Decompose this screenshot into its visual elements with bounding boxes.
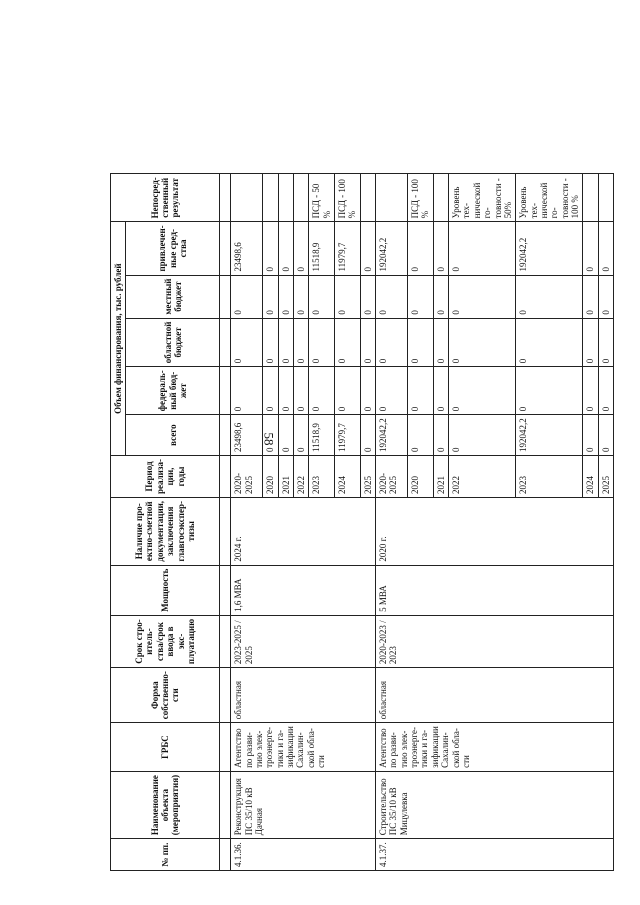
federal-cell: 0: [360, 367, 375, 415]
attracted-cell: 0: [433, 222, 448, 275]
page-number: 58: [261, 432, 277, 446]
result-cell: [360, 174, 375, 222]
term-cell: 2023-2025 / 2025: [231, 615, 376, 667]
attracted-cell: 23498,6: [231, 222, 263, 275]
result-cell: ПСД - 100 %: [408, 174, 434, 222]
table-row: [231, 174, 263, 871]
header-local: местный бюджет: [126, 275, 220, 318]
period-cell: 2022: [294, 456, 309, 498]
period-cell: 2024: [335, 456, 361, 498]
regional-cell: 0: [408, 318, 434, 367]
attracted-cell: 0: [598, 222, 613, 275]
total-cell: 0: [263, 415, 278, 456]
ownership-cell: областная: [231, 668, 376, 723]
attracted-cell: 192042,2: [376, 222, 408, 275]
header-term: Срок стро-итель-ства/срок ввода в экс-плуатацию: [111, 615, 220, 667]
regional-cell: 0: [294, 318, 309, 367]
header-total: всего: [126, 415, 220, 456]
local-cell: 0: [516, 275, 583, 318]
header-ownership: Форма собственно-сти: [111, 668, 220, 723]
grbs-cell: Агентство по разви-тию элек-троэнерге-тики и га-зификации Сахалин-ской обла-сти: [376, 723, 614, 772]
attracted-cell: 0: [360, 222, 375, 275]
total-cell: 192042,2: [376, 415, 408, 456]
local-cell: 0: [231, 275, 263, 318]
header-regional: областной бюджет: [126, 318, 220, 367]
header-capacity: Мощность: [111, 565, 220, 615]
result-cell: [278, 174, 293, 222]
attracted-cell: 0: [449, 222, 516, 275]
rotated-page: [110, 173, 614, 871]
regional-cell: 0: [598, 318, 613, 367]
ownership-cell: областная: [376, 668, 614, 723]
regional-cell: 0: [335, 318, 361, 367]
result-cell: Уровень тех-нической го-товности - 100 %: [516, 174, 583, 222]
result-cell: [231, 174, 263, 222]
spacer-row: [220, 174, 231, 871]
attracted-cell: 0: [278, 222, 293, 275]
result-cell: ПСД - 100 %: [335, 174, 361, 222]
federal-cell: 0: [309, 367, 335, 415]
result-cell: [433, 174, 448, 222]
local-cell: 0: [360, 275, 375, 318]
docs-cell: 2020 г.: [376, 497, 614, 565]
object-name: Реконструкция ПС 35/10 кВ Дачная: [231, 771, 376, 838]
regional-cell: 0: [278, 318, 293, 367]
header-name: Наименование объекта (мероприятия): [111, 771, 220, 838]
total-cell: 11518,9: [309, 415, 335, 456]
result-cell: [263, 174, 278, 222]
federal-cell: 0: [449, 367, 516, 415]
regional-cell: 0: [449, 318, 516, 367]
local-cell: 0: [376, 275, 408, 318]
federal-cell: 0: [294, 367, 309, 415]
federal-cell: 0: [263, 367, 278, 415]
federal-cell: 0: [376, 367, 408, 415]
result-cell: Уровень тех-нической го-товности - 50%: [449, 174, 516, 222]
attracted-cell: 0: [294, 222, 309, 275]
header-attracted: привлечен-ные сред-ства: [126, 222, 220, 275]
result-cell: [376, 174, 408, 222]
attracted-cell: 0: [583, 222, 598, 275]
federal-cell: 0: [433, 367, 448, 415]
period-cell: 2021: [433, 456, 448, 498]
header-docs: Наличие про-ектно-сметной документации, заключения главгосэкспер-тизы: [111, 497, 220, 565]
period-cell: 2024: [583, 456, 598, 498]
regional-cell: 0: [583, 318, 598, 367]
header-num: № пп.: [111, 839, 220, 871]
local-cell: 0: [433, 275, 448, 318]
period-cell: 2020: [263, 456, 278, 498]
local-cell: 0: [449, 275, 516, 318]
total-cell: 0: [583, 415, 598, 456]
local-cell: 0: [598, 275, 613, 318]
header-funding-group: Объем финансирования, тыс. рублей: [111, 222, 126, 456]
local-cell: 0: [309, 275, 335, 318]
total-cell: 0: [278, 415, 293, 456]
result-cell: [598, 174, 613, 222]
regional-cell: 0: [433, 318, 448, 367]
federal-cell: 0: [335, 367, 361, 415]
attracted-cell: 0: [263, 222, 278, 275]
period-cell: 2025: [360, 456, 375, 498]
period-cell: 2021: [278, 456, 293, 498]
row-number: 4.1.37.: [376, 839, 614, 871]
result-cell: [294, 174, 309, 222]
table-body: [220, 174, 614, 871]
grbs-cell: Агентство по разви-тию элек-троэнерге-тики и га-зификации Сахалин-ской обла-сти: [231, 723, 376, 772]
period-cell: 2023: [516, 456, 583, 498]
attracted-cell: 0: [408, 222, 434, 275]
total-cell: 0: [598, 415, 613, 456]
header-grbs: ГРБС: [111, 723, 220, 772]
federal-cell: 0: [598, 367, 613, 415]
period-cell: 2020-2025: [376, 456, 408, 498]
capacity-cell: 5 МВА: [376, 565, 614, 615]
total-cell: 0: [433, 415, 448, 456]
total-cell: 192042,2: [516, 415, 583, 456]
federal-cell: 0: [408, 367, 434, 415]
row-number: 4.1.36.: [231, 839, 376, 871]
regional-cell: 0: [231, 318, 263, 367]
regional-cell: 0: [309, 318, 335, 367]
result-cell: [583, 174, 598, 222]
total-cell: 0: [449, 415, 516, 456]
total-cell: 11979,7: [335, 415, 361, 456]
header-federal: федераль-ный бюд-жет: [126, 367, 220, 415]
total-cell: 0: [360, 415, 375, 456]
period-cell: 2023: [309, 456, 335, 498]
regional-cell: 0: [376, 318, 408, 367]
federal-cell: 0: [583, 367, 598, 415]
regional-cell: 0: [516, 318, 583, 367]
federal-cell: 0: [278, 367, 293, 415]
local-cell: 0: [408, 275, 434, 318]
local-cell: 0: [583, 275, 598, 318]
attracted-cell: 11518,9: [309, 222, 335, 275]
attracted-cell: 192042,2: [516, 222, 583, 275]
period-cell: 2020: [408, 456, 434, 498]
period-cell: 2025: [598, 456, 613, 498]
capacity-cell: 1,6 МВА: [231, 565, 376, 615]
federal-cell: 0: [231, 367, 263, 415]
total-cell: 0: [294, 415, 309, 456]
attracted-cell: 11979,7: [335, 222, 361, 275]
local-cell: 0: [335, 275, 361, 318]
investment-table: [110, 173, 614, 871]
table-row: [376, 174, 408, 871]
object-name: Строительство ПС 35/10 кВ Мицулевка: [376, 771, 614, 838]
header-result: Непосред-ственный результат: [111, 174, 220, 222]
local-cell: 0: [294, 275, 309, 318]
local-cell: 0: [278, 275, 293, 318]
regional-cell: 0: [263, 318, 278, 367]
regional-cell: 0: [360, 318, 375, 367]
federal-cell: 0: [516, 367, 583, 415]
total-cell: 23498,6: [231, 415, 263, 456]
total-cell: 0: [408, 415, 434, 456]
result-cell: ПСД - 50 %: [309, 174, 335, 222]
docs-cell: 2024 г.: [231, 497, 376, 565]
term-cell: 2020-2023 / 2023: [376, 615, 614, 667]
period-cell: 2020-2025: [231, 456, 263, 498]
period-cell: 2022: [449, 456, 516, 498]
local-cell: 0: [263, 275, 278, 318]
header-period: Период реализа-ции, годы: [111, 456, 220, 498]
